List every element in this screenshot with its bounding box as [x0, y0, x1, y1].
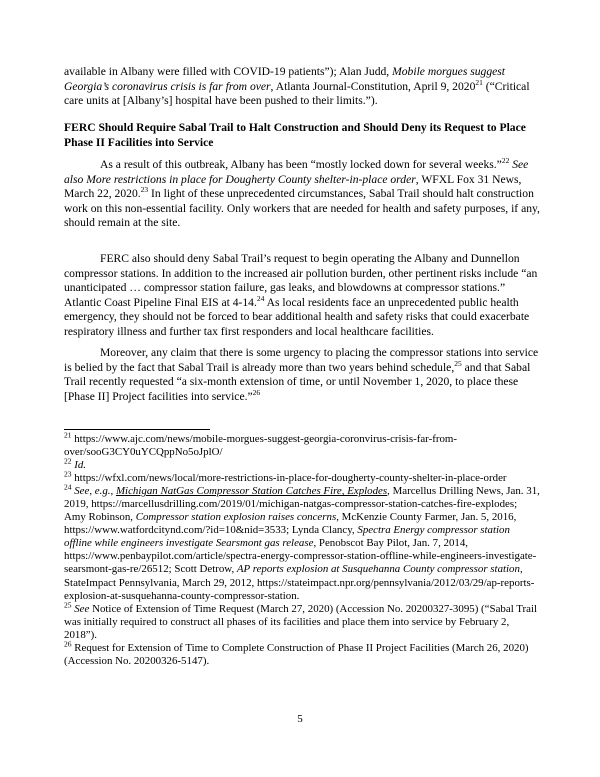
p2-text-rest: , WFXL Fox 31 News, March 22, 2020.	[64, 172, 522, 201]
footnote-title-2: Compressor station explosion raises concerns	[135, 511, 337, 524]
footnote-number: 21	[64, 430, 72, 440]
footnote-ref-26[interactable]: 26	[252, 387, 261, 397]
footnote-text-1: , Marcellus Drilling News, Jan. 31, 2019, https://marcellusdrilling.com/2019/01/michigan-natgas-compressor-station-catches-fire-explodes; Amy Robinson,	[64, 485, 540, 524]
footnote-text: Id.	[74, 459, 87, 472]
footnote-ref-25[interactable]: 25	[454, 358, 462, 368]
p3-text-b: As local residents face an unprecedented public health emergency, they should not be forced to bear additional health and safety risks that could exacerbate respiratory illness and further tax first responders and local healthcare facilities.	[64, 295, 530, 338]
footnote-text: Notice of Extension of Time Request (March 27, 2020) (Accession No. 20200327-3095) (“Sabal Trail was initially required to construct all phases of its facilities and place them into service by February 2, 2018”).	[64, 602, 538, 641]
footnote-text-2: , McKenzie County Farmer, Jan. 5, 2016, https://www.watfordcitynd.com/?id=10&nid=3533; Lynda Clancy,	[64, 511, 517, 537]
footnote-23	[64, 469, 540, 485]
footnote-title-4: AP reports explosion at Susquehanna County compressor station	[236, 563, 520, 576]
footnote-text: Request for Extension of Time to Complete Construction of Phase II Project Facilities (March 26, 2020) (Accession No. 20200326-5147).	[64, 641, 529, 667]
p2-see-also: See also	[64, 158, 529, 186]
footnote-number: 23	[64, 469, 72, 479]
p2-text-c: In light of these unprecedented circumstances, Sabal Trail should halt construction work on this non-essential facility. Only workers that are needed for health and safety purposes, if any, should remain at the site.	[64, 187, 540, 230]
footnote-signal: See, e.g.	[74, 485, 111, 498]
section-heading: FERC Should Require Sabal Trail to Halt Construction and Should Deny its Request to Place Phase II Facilities into Service	[64, 121, 526, 149]
footnote-ref-21[interactable]: 21	[475, 77, 483, 87]
footnote-link[interactable]: https://wfxl.com/news/local/more-restrictions-in-place-for-dougherty-county-shelter-in-place-order	[71, 472, 507, 485]
footnote-text-4: , StateImpact Pennsylvania, March 29, 2012, https://stateimpact.npr.org/pennsylvania/2012/03/29/ap-reports-explosion-at-susquehanna-county-compressor-station.	[64, 563, 535, 602]
footnote-divider	[64, 429, 210, 430]
footnote-ref-22[interactable]: 22	[501, 156, 510, 166]
footnote-number: 22	[64, 456, 72, 466]
footnote-ref-23[interactable]: 23	[140, 185, 149, 195]
footnote-22	[64, 456, 540, 472]
p2-article-title: More restrictions in place for Dougherty County shelter-in-place order	[86, 172, 416, 186]
paragraph-urgency	[64, 346, 540, 404]
p4-text-a: Moreover, any claim that there is some urgency to placing the compressor stations into service is belied by the fact that Sabal Trail is already more than two years behind schedule,	[64, 346, 539, 374]
footnote-24	[64, 482, 540, 602]
footnote-26	[64, 639, 540, 668]
p2-text-a: As a result of this outbreak, Albany has been “mostly locked down for several weeks.”	[100, 158, 502, 171]
footnote-comma: ,	[110, 485, 116, 498]
footnote-ref-24[interactable]: 24	[256, 293, 265, 303]
footnote-link[interactable]: https://www.ajc.com/news/mobile-morgues-suggest-georgia-coronvirus-crisis-far-from-over/sooG3CY0uYCQppNo5oJplO/	[64, 433, 457, 459]
p3-text-a: FERC also should deny Sabal Trail’s request to begin operating the Albany and Dunnellon compressor stations. In addition to the increased air pollution burden, other pertinent risks include “an unanticipated … compressor station failure, gas leaks, and blowdowns at compressor stations.” Atlantic Coast Pipeline Final EIS at 4-14.	[64, 252, 538, 309]
footnote-title-3: Spectra Energy compressor station offline while engineers investigate Searsmont gas release	[64, 524, 510, 550]
paragraph-outbreak	[64, 158, 540, 231]
page-number: 5	[297, 713, 303, 725]
footnote-number: 24	[64, 482, 72, 492]
p1-text-rest: , Atlanta Journal-Constitution, April 9, 2020	[270, 79, 476, 93]
p1-article-title: Mobile morgues suggest Georgia’s coronavirus crisis is far from over	[64, 65, 506, 93]
footnote-number: 25	[64, 599, 72, 609]
footnote-21	[64, 430, 540, 459]
paragraph-deny-request	[64, 252, 540, 340]
footnotes-section	[64, 430, 540, 668]
footnote-signal: See	[74, 602, 90, 615]
footnote-title-1: Michigan NatGas Compressor Station Catches Fire, Explodes	[115, 485, 388, 498]
p1-text-a: available in Albany were filled with COVID-19 patients”); Alan Judd,	[64, 65, 393, 78]
paragraph-continuation	[64, 65, 540, 109]
p1-text-b: (“Critical care units at [Albany’s] hospital have been pushed to their limits.”).	[64, 79, 530, 108]
footnote-25	[64, 599, 540, 642]
p4-text-b: and that Sabal Trail recently requested “a six-month extension of time, or until November 1, 2020, to place these [Phase II] Project facilities into service.”	[64, 360, 531, 403]
footnote-number: 26	[64, 639, 72, 649]
footnote-text-3: , Penobscot Bay Pilot, Jan. 7, 2014, https://www.penbaypilot.com/article/spectra-energy-compressor-station-offline-while-engineers-investigate-searsmont-gas-re/26512; Scott Detrow,	[64, 537, 537, 576]
